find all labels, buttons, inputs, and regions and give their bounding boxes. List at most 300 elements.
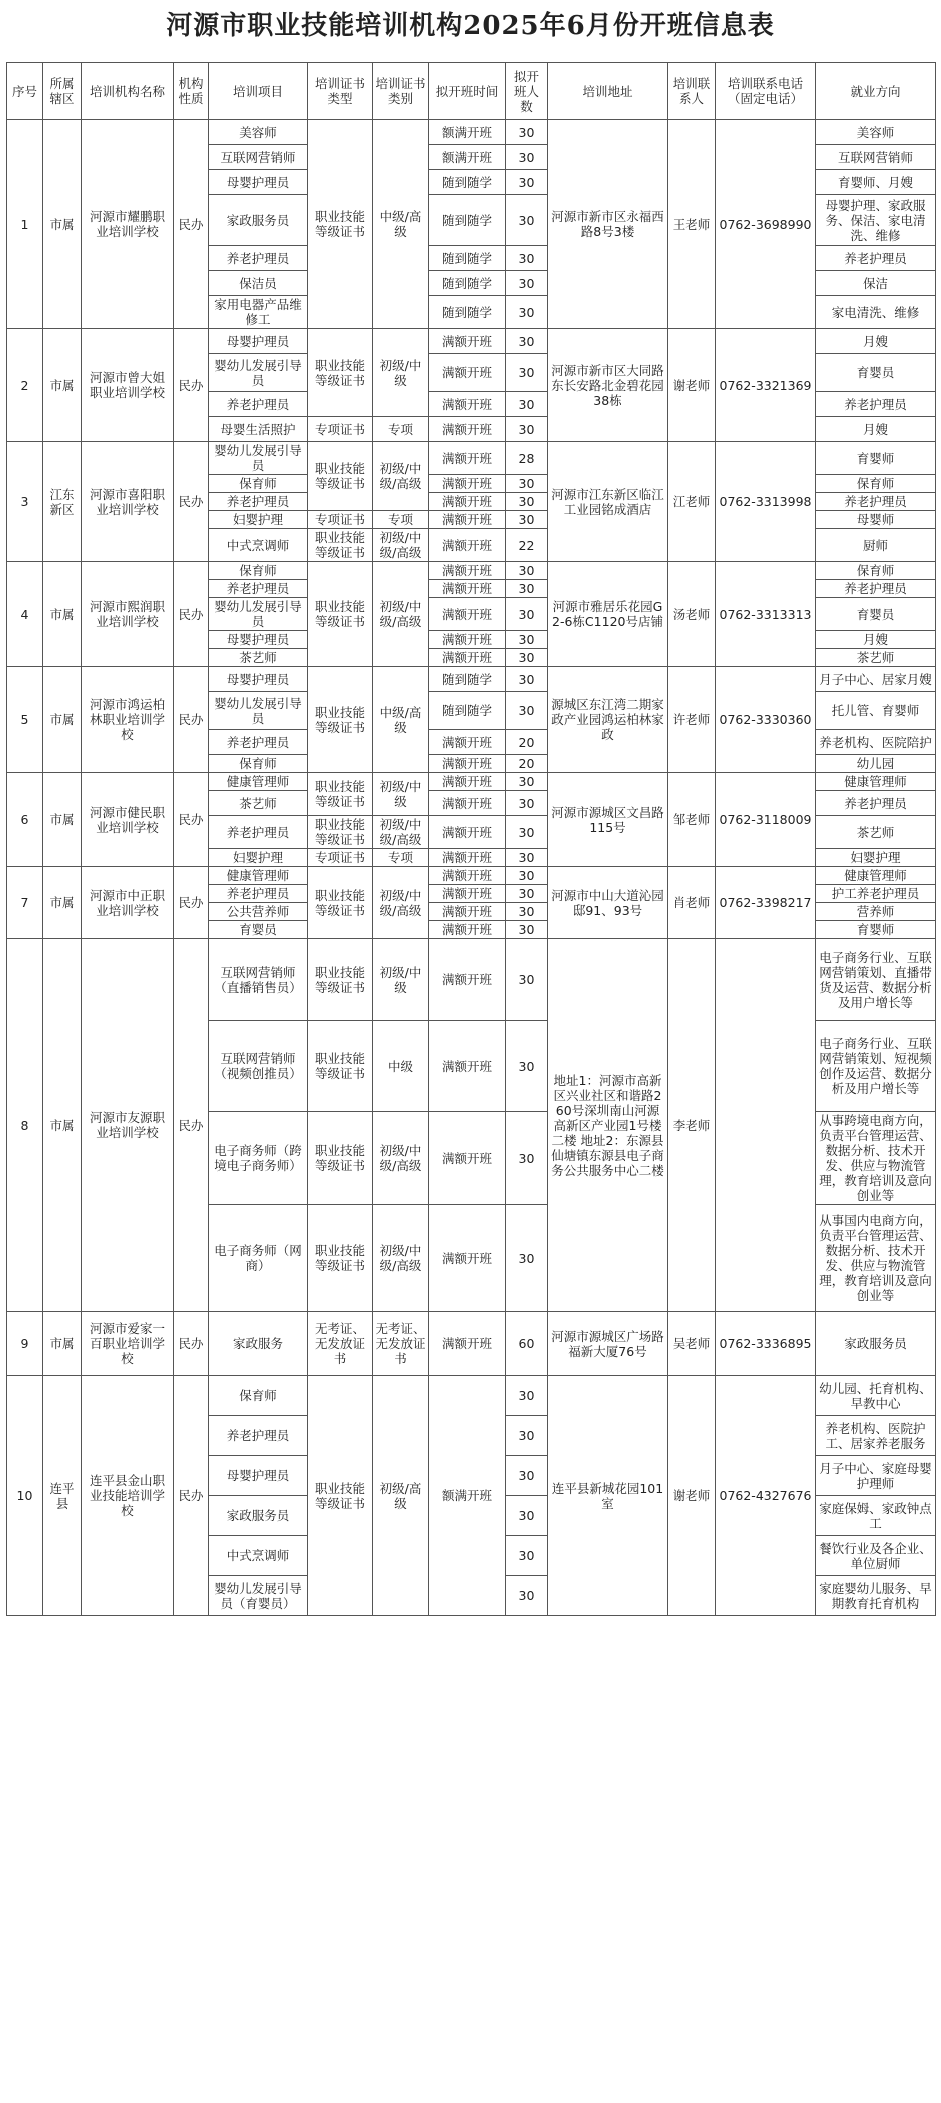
address-cell: 河源市中山大道沁园邸91、93号 — [548, 867, 668, 939]
headcount-cell: 30 — [506, 246, 548, 271]
cert-type-cell: 职业技能等级证书 — [308, 773, 373, 816]
project-cell: 养老护理员 — [209, 816, 308, 849]
career-cell: 保育师 — [816, 475, 936, 493]
headcount-cell: 30 — [506, 1456, 548, 1496]
career-cell: 幼儿园 — [816, 755, 936, 773]
district-cell: 市属 — [43, 773, 82, 867]
start-time-cell: 满额开班 — [429, 816, 506, 849]
career-cell: 育婴师 — [816, 442, 936, 475]
headcount-cell: 30 — [506, 649, 548, 667]
project-cell: 养老护理员 — [209, 246, 308, 271]
career-cell: 养老机构、医院陪护 — [816, 730, 936, 755]
start-time-cell: 满额开班 — [429, 354, 506, 392]
project-cell: 母婴护理员 — [209, 667, 308, 692]
project-cell: 母婴生活照护 — [209, 417, 308, 442]
start-time-cell: 满额开班 — [429, 849, 506, 867]
cert-type-cell: 无考证、无发放证书 — [308, 1312, 373, 1376]
career-cell: 育婴师、月嫂 — [816, 170, 936, 195]
project-cell: 健康管理师 — [209, 773, 308, 791]
header-cell: 拟开班人数 — [506, 63, 548, 120]
cert-level-cell: 初级/中级 — [373, 329, 429, 417]
career-cell: 健康管理师 — [816, 773, 936, 791]
project-cell: 中式烹调师 — [209, 1536, 308, 1576]
career-cell: 养老护理员 — [816, 791, 936, 816]
career-cell: 养老护理员 — [816, 392, 936, 417]
institution-name-cell: 河源市鸿运柏林职业培训学校 — [82, 667, 174, 773]
career-cell: 育婴员 — [816, 354, 936, 392]
career-cell: 健康管理师 — [816, 867, 936, 885]
career-cell: 养老护理员 — [816, 580, 936, 598]
start-time-cell: 额满开班 — [429, 145, 506, 170]
headcount-cell: 30 — [506, 921, 548, 939]
project-cell: 家用电器产品维修工 — [209, 296, 308, 329]
nature-cell: 民办 — [174, 867, 209, 939]
institution-name-cell: 连平县金山职业技能培训学校 — [82, 1376, 174, 1616]
institution-name-cell: 河源市熙润职业培训学校 — [82, 562, 174, 667]
cert-level-cell: 初级/中级/高级 — [373, 1205, 429, 1312]
district-cell: 市属 — [43, 939, 82, 1312]
headcount-cell: 30 — [506, 145, 548, 170]
career-cell: 电子商务行业、互联网营销策划、短视频创作及运营、数据分析及用户增长等 — [816, 1021, 936, 1112]
institution-name-cell: 河源市曾大姐职业培训学校 — [82, 329, 174, 442]
district-cell: 市属 — [43, 562, 82, 667]
header-cell: 机构性质 — [174, 63, 209, 120]
header-cell: 序号 — [7, 63, 43, 120]
headcount-cell: 30 — [506, 939, 548, 1021]
career-cell: 茶艺师 — [816, 816, 936, 849]
cert-level-cell: 初级/中级/高级 — [373, 442, 429, 511]
nature-cell: 民办 — [174, 562, 209, 667]
headcount-cell: 30 — [506, 1576, 548, 1616]
headcount-cell: 30 — [506, 885, 548, 903]
headcount-cell: 30 — [506, 329, 548, 354]
project-cell: 保育师 — [209, 562, 308, 580]
nature-cell: 民办 — [174, 773, 209, 867]
address-cell: 河源市江东新区临江工业园铭成酒店 — [548, 442, 668, 562]
headcount-cell: 28 — [506, 442, 548, 475]
training-info-table — [6, 62, 936, 1616]
project-cell: 健康管理师 — [209, 867, 308, 885]
phone-cell: 0762-3336895 — [716, 1312, 816, 1376]
institution-name-cell: 河源市喜阳职业培训学校 — [82, 442, 174, 562]
start-time-cell: 随到随学 — [429, 170, 506, 195]
header-cell: 培训联系人 — [668, 63, 716, 120]
district-cell: 市属 — [43, 120, 82, 329]
career-cell: 育婴员 — [816, 598, 936, 631]
start-time-cell: 满额开班 — [429, 417, 506, 442]
project-cell: 养老护理员 — [209, 1416, 308, 1456]
district-cell: 连平县 — [43, 1376, 82, 1616]
start-time-cell: 满额开班 — [429, 475, 506, 493]
career-cell: 互联网营销师 — [816, 145, 936, 170]
start-time-cell: 满额开班 — [429, 1112, 506, 1205]
project-cell: 公共营养师 — [209, 903, 308, 921]
headcount-cell: 30 — [506, 1021, 548, 1112]
headcount-cell: 20 — [506, 730, 548, 755]
headcount-cell: 30 — [506, 580, 548, 598]
cert-type-cell: 职业技能等级证书 — [308, 867, 373, 939]
start-time-cell: 满额开班 — [429, 773, 506, 791]
phone-cell: 0762-3313998 — [716, 442, 816, 562]
headcount-cell: 30 — [506, 692, 548, 730]
career-cell: 母婴师 — [816, 511, 936, 529]
career-cell: 家政服务员 — [816, 1312, 936, 1376]
institution-name-cell: 河源市友源职业培训学校 — [82, 939, 174, 1312]
header-cell: 培训证书类别 — [373, 63, 429, 120]
table-row — [7, 562, 936, 580]
start-time-cell: 随到随学 — [429, 296, 506, 329]
career-cell: 护工养老护理员 — [816, 885, 936, 903]
headcount-cell: 30 — [506, 475, 548, 493]
contact-cell: 谢老师 — [668, 329, 716, 442]
project-cell: 中式烹调师 — [209, 529, 308, 562]
cert-level-cell: 专项 — [373, 417, 429, 442]
row-number: 10 — [7, 1376, 43, 1616]
headcount-cell: 30 — [506, 1376, 548, 1416]
contact-cell: 王老师 — [668, 120, 716, 329]
address-cell: 河源市新市区永福西路8号3楼 — [548, 120, 668, 329]
start-time-cell: 随到随学 — [429, 667, 506, 692]
project-cell: 婴幼儿发展引导员 — [209, 598, 308, 631]
cert-level-cell: 中级 — [373, 1021, 429, 1112]
headcount-cell: 30 — [506, 271, 548, 296]
header-cell: 拟开班时间 — [429, 63, 506, 120]
project-cell: 保育师 — [209, 755, 308, 773]
cert-type-cell: 职业技能等级证书 — [308, 329, 373, 417]
project-cell: 婴幼儿发展引导员 — [209, 692, 308, 730]
career-cell: 从事国内电商方向，负责平台管理运营、数据分析、技术开发、供应与物流管理，教育培训及意向创业等 — [816, 1205, 936, 1312]
nature-cell: 民办 — [174, 667, 209, 773]
start-time-cell: 满额开班 — [429, 598, 506, 631]
headcount-cell: 30 — [506, 849, 548, 867]
cert-level-cell: 初级/中级 — [373, 773, 429, 816]
career-cell: 厨师 — [816, 529, 936, 562]
start-time-cell: 随到随学 — [429, 271, 506, 296]
district-cell: 市属 — [43, 867, 82, 939]
table-row — [7, 329, 936, 354]
project-cell: 养老护理员 — [209, 392, 308, 417]
career-cell: 保育师 — [816, 562, 936, 580]
headcount-cell: 30 — [506, 562, 548, 580]
project-cell: 母婴护理员 — [209, 631, 308, 649]
cert-level-cell: 初级/中级/高级 — [373, 816, 429, 849]
nature-cell: 民办 — [174, 939, 209, 1312]
headcount-cell: 30 — [506, 631, 548, 649]
career-cell: 幼儿园、托育机构、早教中心 — [816, 1376, 936, 1416]
project-cell: 互联网营销师 — [209, 145, 308, 170]
header-cell: 培训联系电话（固定电话） — [716, 63, 816, 120]
start-time-cell: 满额开班 — [429, 329, 506, 354]
start-time-cell: 满额开班 — [429, 392, 506, 417]
career-cell: 妇婴护理 — [816, 849, 936, 867]
row-number: 5 — [7, 667, 43, 773]
row-number: 4 — [7, 562, 43, 667]
contact-cell: 谢老师 — [668, 1376, 716, 1616]
cert-type-cell: 职业技能等级证书 — [308, 1112, 373, 1205]
district-cell: 江东新区 — [43, 442, 82, 562]
cert-level-cell: 初级/中级/高级 — [373, 529, 429, 562]
cert-type-cell: 职业技能等级证书 — [308, 1376, 373, 1616]
institution-name-cell: 河源市中正职业培训学校 — [82, 867, 174, 939]
cert-type-cell: 职业技能等级证书 — [308, 562, 373, 667]
header-cell: 培训地址 — [548, 63, 668, 120]
nature-cell: 民办 — [174, 442, 209, 562]
district-cell: 市属 — [43, 667, 82, 773]
phone-cell — [716, 939, 816, 1312]
start-time-cell: 满额开班 — [429, 903, 506, 921]
start-time-cell: 随到随学 — [429, 195, 506, 246]
career-cell: 养老机构、医院护工、居家养老服务 — [816, 1416, 936, 1456]
contact-cell: 汤老师 — [668, 562, 716, 667]
career-cell: 家庭婴幼儿服务、早期教育托育机构 — [816, 1576, 936, 1616]
start-time-cell: 随到随学 — [429, 692, 506, 730]
cert-type-cell: 职业技能等级证书 — [308, 120, 373, 329]
career-cell: 月嫂 — [816, 417, 936, 442]
contact-cell: 吴老师 — [668, 1312, 716, 1376]
headcount-cell: 20 — [506, 755, 548, 773]
career-cell: 茶艺师 — [816, 649, 936, 667]
row-number: 3 — [7, 442, 43, 562]
institution-name-cell: 河源市健民职业培训学校 — [82, 773, 174, 867]
cert-type-cell: 职业技能等级证书 — [308, 529, 373, 562]
nature-cell: 民办 — [174, 1376, 209, 1616]
cert-type-cell: 专项证书 — [308, 849, 373, 867]
project-cell: 互联网营销师（视频创推员） — [209, 1021, 308, 1112]
headcount-cell: 30 — [506, 1112, 548, 1205]
phone-cell: 0762-3398217 — [716, 867, 816, 939]
headcount-cell: 30 — [506, 170, 548, 195]
start-time-cell: 满额开班 — [429, 730, 506, 755]
table-row — [7, 939, 936, 1021]
row-number: 7 — [7, 867, 43, 939]
cert-level-cell: 中级/高级 — [373, 120, 429, 329]
start-time-cell: 满额开班 — [429, 562, 506, 580]
headcount-cell: 60 — [506, 1312, 548, 1376]
career-cell: 月嫂 — [816, 329, 936, 354]
header-cell: 培训项目 — [209, 63, 308, 120]
table-row — [7, 120, 936, 145]
headcount-cell: 30 — [506, 867, 548, 885]
cert-level-cell: 专项 — [373, 849, 429, 867]
header-cell: 就业方向 — [816, 63, 936, 120]
project-cell: 电子商务师（跨境电子商务师） — [209, 1112, 308, 1205]
headcount-cell: 30 — [506, 392, 548, 417]
institution-name-cell: 河源市爱家一百职业培训学校 — [82, 1312, 174, 1376]
project-cell: 母婴护理员 — [209, 1456, 308, 1496]
cert-type-cell: 职业技能等级证书 — [308, 1205, 373, 1312]
career-cell: 养老护理员 — [816, 246, 936, 271]
address-cell: 源城区东江湾二期家政产业园鸿运柏林家政 — [548, 667, 668, 773]
header-cell: 培训机构名称 — [82, 63, 174, 120]
headcount-cell: 30 — [506, 903, 548, 921]
start-time-cell: 满额开班 — [429, 921, 506, 939]
start-time-cell: 满额开班 — [429, 755, 506, 773]
career-cell: 家电清洗、维修 — [816, 296, 936, 329]
phone-cell: 0762-3330360 — [716, 667, 816, 773]
start-time-cell: 满额开班 — [429, 1205, 506, 1312]
career-cell: 美容师 — [816, 120, 936, 145]
phone-cell: 0762-3118009 — [716, 773, 816, 867]
header-cell: 培训证书类型 — [308, 63, 373, 120]
headcount-cell: 30 — [506, 296, 548, 329]
project-cell: 育婴员 — [209, 921, 308, 939]
address-cell: 河源市雅居乐花园G2-6栋C1120号店铺 — [548, 562, 668, 667]
project-cell: 母婴护理员 — [209, 170, 308, 195]
start-time-cell: 满额开班 — [429, 493, 506, 511]
row-number: 8 — [7, 939, 43, 1312]
project-cell: 茶艺师 — [209, 649, 308, 667]
contact-cell: 肖老师 — [668, 867, 716, 939]
start-time-cell: 满额开班 — [429, 580, 506, 598]
headcount-cell: 30 — [506, 1205, 548, 1312]
cert-type-cell: 职业技能等级证书 — [308, 816, 373, 849]
start-time-cell: 满额开班 — [429, 791, 506, 816]
district-cell: 市属 — [43, 1312, 82, 1376]
cert-type-cell: 职业技能等级证书 — [308, 939, 373, 1021]
address-cell: 连平县新城花园101室 — [548, 1376, 668, 1616]
cert-level-cell: 无考证、无发放证书 — [373, 1312, 429, 1376]
project-cell: 家政服务员 — [209, 195, 308, 246]
headcount-cell: 30 — [506, 417, 548, 442]
row-number: 9 — [7, 1312, 43, 1376]
phone-cell: 0762-4327676 — [716, 1376, 816, 1616]
project-cell: 家政服务 — [209, 1312, 308, 1376]
cert-type-cell: 职业技能等级证书 — [308, 667, 373, 773]
headcount-cell: 30 — [506, 511, 548, 529]
district-cell: 市属 — [43, 329, 82, 442]
start-time-cell: 满额开班 — [429, 1312, 506, 1376]
phone-cell: 0762-3313313 — [716, 562, 816, 667]
nature-cell: 民办 — [174, 329, 209, 442]
project-cell: 母婴护理员 — [209, 329, 308, 354]
cert-level-cell: 初级/高级 — [373, 1376, 429, 1616]
career-cell: 餐饮行业及各企业、单位厨师 — [816, 1536, 936, 1576]
project-cell: 妇婴护理 — [209, 511, 308, 529]
project-cell: 保洁员 — [209, 271, 308, 296]
address-cell: 河源市新市区大同路东长安路北金碧花园38栋 — [548, 329, 668, 442]
table-row — [7, 1376, 936, 1416]
cert-level-cell: 专项 — [373, 511, 429, 529]
career-cell: 从事跨境电商方向，负责平台管理运营、数据分析、技术开发、供应与物流管理，教育培训及意向创业等 — [816, 1112, 936, 1205]
cert-type-cell: 专项证书 — [308, 511, 373, 529]
start-time-cell: 满额开班 — [429, 867, 506, 885]
row-number: 2 — [7, 329, 43, 442]
project-cell: 养老护理员 — [209, 730, 308, 755]
table-row — [7, 442, 936, 475]
project-cell: 保育师 — [209, 475, 308, 493]
headcount-cell: 30 — [506, 1536, 548, 1576]
address-cell: 河源市源城区文昌路115号 — [548, 773, 668, 867]
project-cell: 养老护理员 — [209, 885, 308, 903]
project-cell: 婴幼儿发展引导员 — [209, 442, 308, 475]
row-number: 1 — [7, 120, 43, 329]
address-cell: 河源市源城区广场路福新大厦76号 — [548, 1312, 668, 1376]
project-cell: 养老护理员 — [209, 493, 308, 511]
project-cell: 电子商务师（网商） — [209, 1205, 308, 1312]
start-time-cell: 满额开班 — [429, 442, 506, 475]
headcount-cell: 30 — [506, 195, 548, 246]
header-cell: 所属辖区 — [43, 63, 82, 120]
cert-level-cell: 初级/中级/高级 — [373, 867, 429, 939]
start-time-cell: 满额开班 — [429, 1021, 506, 1112]
table-row — [7, 1312, 936, 1376]
project-cell: 保育师 — [209, 1376, 308, 1416]
headcount-cell: 30 — [506, 667, 548, 692]
cert-type-cell: 职业技能等级证书 — [308, 442, 373, 511]
career-cell: 育婴师 — [816, 921, 936, 939]
cert-level-cell: 中级/高级 — [373, 667, 429, 773]
nature-cell: 民办 — [174, 120, 209, 329]
page-title: 河源市职业技能培训机构2025年6月份开班信息表 — [166, 11, 775, 41]
career-cell: 家庭保姆、家政钟点工 — [816, 1496, 936, 1536]
row-number: 6 — [7, 773, 43, 867]
start-time-cell: 额满开班 — [429, 1376, 506, 1616]
institution-name-cell: 河源市耀鹏职业培训学校 — [82, 120, 174, 329]
career-cell: 母婴护理、家政服务、保洁、家电清洗、维修 — [816, 195, 936, 246]
start-time-cell: 满额开班 — [429, 939, 506, 1021]
career-cell: 电子商务行业、互联网营销策划、直播带货及运营、数据分析及用户增长等 — [816, 939, 936, 1021]
career-cell: 月子中心、家庭母婴护理师 — [816, 1456, 936, 1496]
start-time-cell: 满额开班 — [429, 529, 506, 562]
project-cell: 美容师 — [209, 120, 308, 145]
start-time-cell: 满额开班 — [429, 631, 506, 649]
contact-cell: 江老师 — [668, 442, 716, 562]
headcount-cell: 30 — [506, 120, 548, 145]
phone-cell: 0762-3698990 — [716, 120, 816, 329]
headcount-cell: 30 — [506, 1496, 548, 1536]
career-cell: 月嫂 — [816, 631, 936, 649]
headcount-cell: 30 — [506, 354, 548, 392]
headcount-cell: 30 — [506, 1416, 548, 1456]
project-cell: 婴幼儿发展引导员（育婴员） — [209, 1576, 308, 1616]
project-cell: 家政服务员 — [209, 1496, 308, 1536]
phone-cell: 0762-3321369 — [716, 329, 816, 442]
cert-level-cell: 初级/中级/高级 — [373, 562, 429, 667]
table-body — [7, 120, 936, 1616]
contact-cell: 李老师 — [668, 939, 716, 1312]
cert-type-cell: 职业技能等级证书 — [308, 1021, 373, 1112]
contact-cell: 许老师 — [668, 667, 716, 773]
nature-cell: 民办 — [174, 1312, 209, 1376]
headcount-cell: 30 — [506, 773, 548, 791]
contact-cell: 邹老师 — [668, 773, 716, 867]
career-cell: 保洁 — [816, 271, 936, 296]
start-time-cell: 额满开班 — [429, 120, 506, 145]
project-cell: 互联网营销师（直播销售员） — [209, 939, 308, 1021]
headcount-cell: 30 — [506, 816, 548, 849]
project-cell: 婴幼儿发展引导员 — [209, 354, 308, 392]
start-time-cell: 随到随学 — [429, 246, 506, 271]
career-cell: 月子中心、居家月嫂 — [816, 667, 936, 692]
start-time-cell: 满额开班 — [429, 885, 506, 903]
start-time-cell: 满额开班 — [429, 649, 506, 667]
headcount-cell: 30 — [506, 598, 548, 631]
project-cell: 妇婴护理 — [209, 849, 308, 867]
cert-level-cell: 初级/中级 — [373, 939, 429, 1021]
table-row — [7, 667, 936, 692]
career-cell: 养老护理员 — [816, 493, 936, 511]
headcount-cell: 30 — [506, 791, 548, 816]
cert-level-cell: 初级/中级/高级 — [373, 1112, 429, 1205]
address-cell: 地址1：河源市高新区兴业社区和谐路260号深圳南山河源高新区产业园1号楼二楼 地址2：东源县仙塘镇东源县电子商务公共服务中心二楼 — [548, 939, 668, 1312]
headcount-cell: 30 — [506, 493, 548, 511]
headcount-cell: 22 — [506, 529, 548, 562]
cert-type-cell: 专项证书 — [308, 417, 373, 442]
table-row — [7, 867, 936, 885]
career-cell: 营养师 — [816, 903, 936, 921]
project-cell: 茶艺师 — [209, 791, 308, 816]
start-time-cell: 满额开班 — [429, 511, 506, 529]
